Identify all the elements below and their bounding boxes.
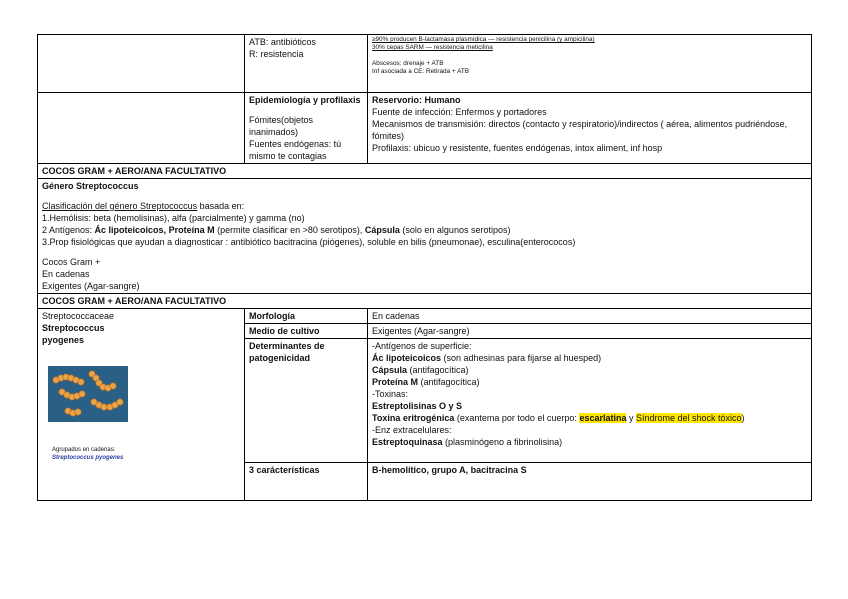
text-line: Inf asociada a CE: Retirada + ATB	[372, 68, 470, 75]
bold-text: Ác lipoteicoicos	[372, 353, 442, 363]
text-line: -Enz extracelulares:	[372, 425, 452, 435]
text: basada en:	[197, 201, 245, 211]
text-line: Mecanismos de transmisión: directos (contacto y respiratorio)/indirectos ( aérea, alimentos pudriéndose, fómites)	[372, 119, 788, 141]
property-label: 3 carácterísticas	[245, 463, 368, 501]
bacteria-micrograph-image	[48, 366, 128, 422]
text: (plasminógeno a fibrinolisina)	[442, 437, 563, 447]
bold-text: Ác lipoteicoicos, Proteína M	[94, 225, 215, 235]
property-value: B-hemolítico, grupo A, bacitracina S	[368, 463, 812, 501]
text: (son adhesinas para fijarse al huesped)	[441, 353, 602, 363]
classification-line	[42, 200, 807, 212]
text-line: Cocos Gram +	[42, 257, 101, 267]
genus-title: Género Streptococcus	[42, 181, 139, 191]
text-line	[372, 364, 807, 376]
empty-cell	[38, 93, 245, 164]
table-row	[38, 35, 812, 93]
spacer	[372, 52, 807, 60]
spacer	[42, 248, 807, 256]
text-line	[372, 376, 807, 388]
text-line: Fuente de infección: Enfermos y portadores	[372, 107, 547, 117]
label-cell	[245, 93, 368, 164]
bold-text: Estreptoquinasa	[372, 437, 443, 447]
text: (permite clasificar en >80 serotipos),	[214, 225, 365, 235]
text-line: Fuentes endógenas: tú mismo te contagias	[249, 139, 342, 161]
species-name: Streptococcus	[42, 323, 105, 333]
text: (antifagocítica)	[418, 377, 480, 387]
document-page	[37, 34, 811, 501]
text-line	[372, 352, 807, 364]
text-line: 3.Prop fisiológicas que ayudan a diagnosticar : antibiótico bacitracina (piógenes), soluble en bilis (pneumonae), esculina(enterococos)	[42, 237, 576, 247]
text: 2 Antígenos:	[42, 225, 95, 235]
caption-text: Agrupados en cadenas:	[52, 447, 116, 453]
caption-species: Streptococcus pyogenes	[52, 455, 124, 461]
label-cell	[245, 35, 368, 93]
property-label: Morfología	[245, 309, 368, 324]
section-header: COCOS GRAM + AERO/ANA FACULTATIVO	[38, 294, 812, 309]
row-title: Epidemiología y profilaxis	[249, 95, 361, 105]
text-line: En cadenas	[42, 269, 90, 279]
notes-table	[37, 34, 812, 501]
content-cell	[368, 35, 812, 93]
text: (exantema por todo el cuerpo:	[454, 413, 580, 423]
property-label: Determinantes de patogenicidad	[245, 339, 368, 463]
property-value: Exigentes (Agar-sangre)	[368, 324, 812, 339]
bold-text: Proteína M	[372, 377, 419, 387]
content-cell	[368, 93, 812, 164]
property-value	[368, 339, 812, 463]
text-line: -Antígenos de superficie:	[372, 341, 472, 351]
table-row	[38, 93, 812, 164]
section-header-row	[38, 294, 812, 309]
spacer	[249, 106, 363, 114]
text: y	[626, 413, 636, 423]
family-name: Streptococcaceae	[42, 311, 115, 321]
bacteria-chain-illustration	[48, 366, 128, 422]
section-header: COCOS GRAM + AERO/ANA FACULTATIVO	[38, 164, 812, 179]
highlighted-text: Síndrome del shock tóxico	[635, 413, 742, 423]
text-line: Estreptolisinas O y S	[372, 401, 463, 411]
section-header-row	[38, 164, 812, 179]
image-caption	[52, 446, 240, 462]
text-line: 1.Hemólisis: beta (hemolisinas), alfa (parcialmente) y gamma (no)	[42, 213, 305, 223]
text-line: Fómites(objetos inanimados)	[249, 115, 314, 137]
text-line: ATB: antibióticos	[249, 37, 316, 47]
row-title: Reservorio: Humano	[372, 95, 461, 105]
text-line: ≥90% producen B-lactamasa plasmídica — resistencia penicilina (y ampicilina)	[372, 36, 595, 43]
text: (solo en algunos serotipos)	[399, 225, 511, 235]
text-line: -Toxinas:	[372, 389, 409, 399]
text-line	[372, 412, 807, 424]
bold-text: Cápsula	[372, 365, 408, 375]
text-line: Abscesos: drenaje + ATB	[372, 60, 444, 67]
text-line	[372, 436, 807, 448]
text-line: Profilaxis: ubicuo y resistente, fuentes endógenas, intox aliment, inf hosp	[372, 143, 663, 153]
property-value: En cadenas	[368, 309, 812, 324]
text: )	[741, 413, 745, 423]
genus-cell	[38, 179, 812, 294]
species-name: pyogenes	[42, 335, 85, 345]
species-cell	[38, 309, 245, 501]
text-line: Exigentes (Agar-sangre)	[42, 281, 140, 291]
classification-title: Clasificación del género Streptococcus	[42, 201, 198, 211]
bold-text: Toxina eritrogénica	[372, 413, 455, 423]
text-line: R: resistencia	[249, 49, 304, 59]
table-row	[38, 179, 812, 294]
text: (antifagocítica)	[407, 365, 469, 375]
empty-cell	[38, 35, 245, 93]
text-line	[42, 224, 807, 236]
highlighted-text: escarlatina	[579, 413, 627, 423]
spacer	[42, 192, 807, 200]
bold-text: Cápsula	[364, 225, 400, 235]
property-label: Medio de cultivo	[245, 324, 368, 339]
table-row	[38, 309, 812, 324]
text-line: 30% cepas SARM — resistencia meticilina	[372, 44, 493, 51]
